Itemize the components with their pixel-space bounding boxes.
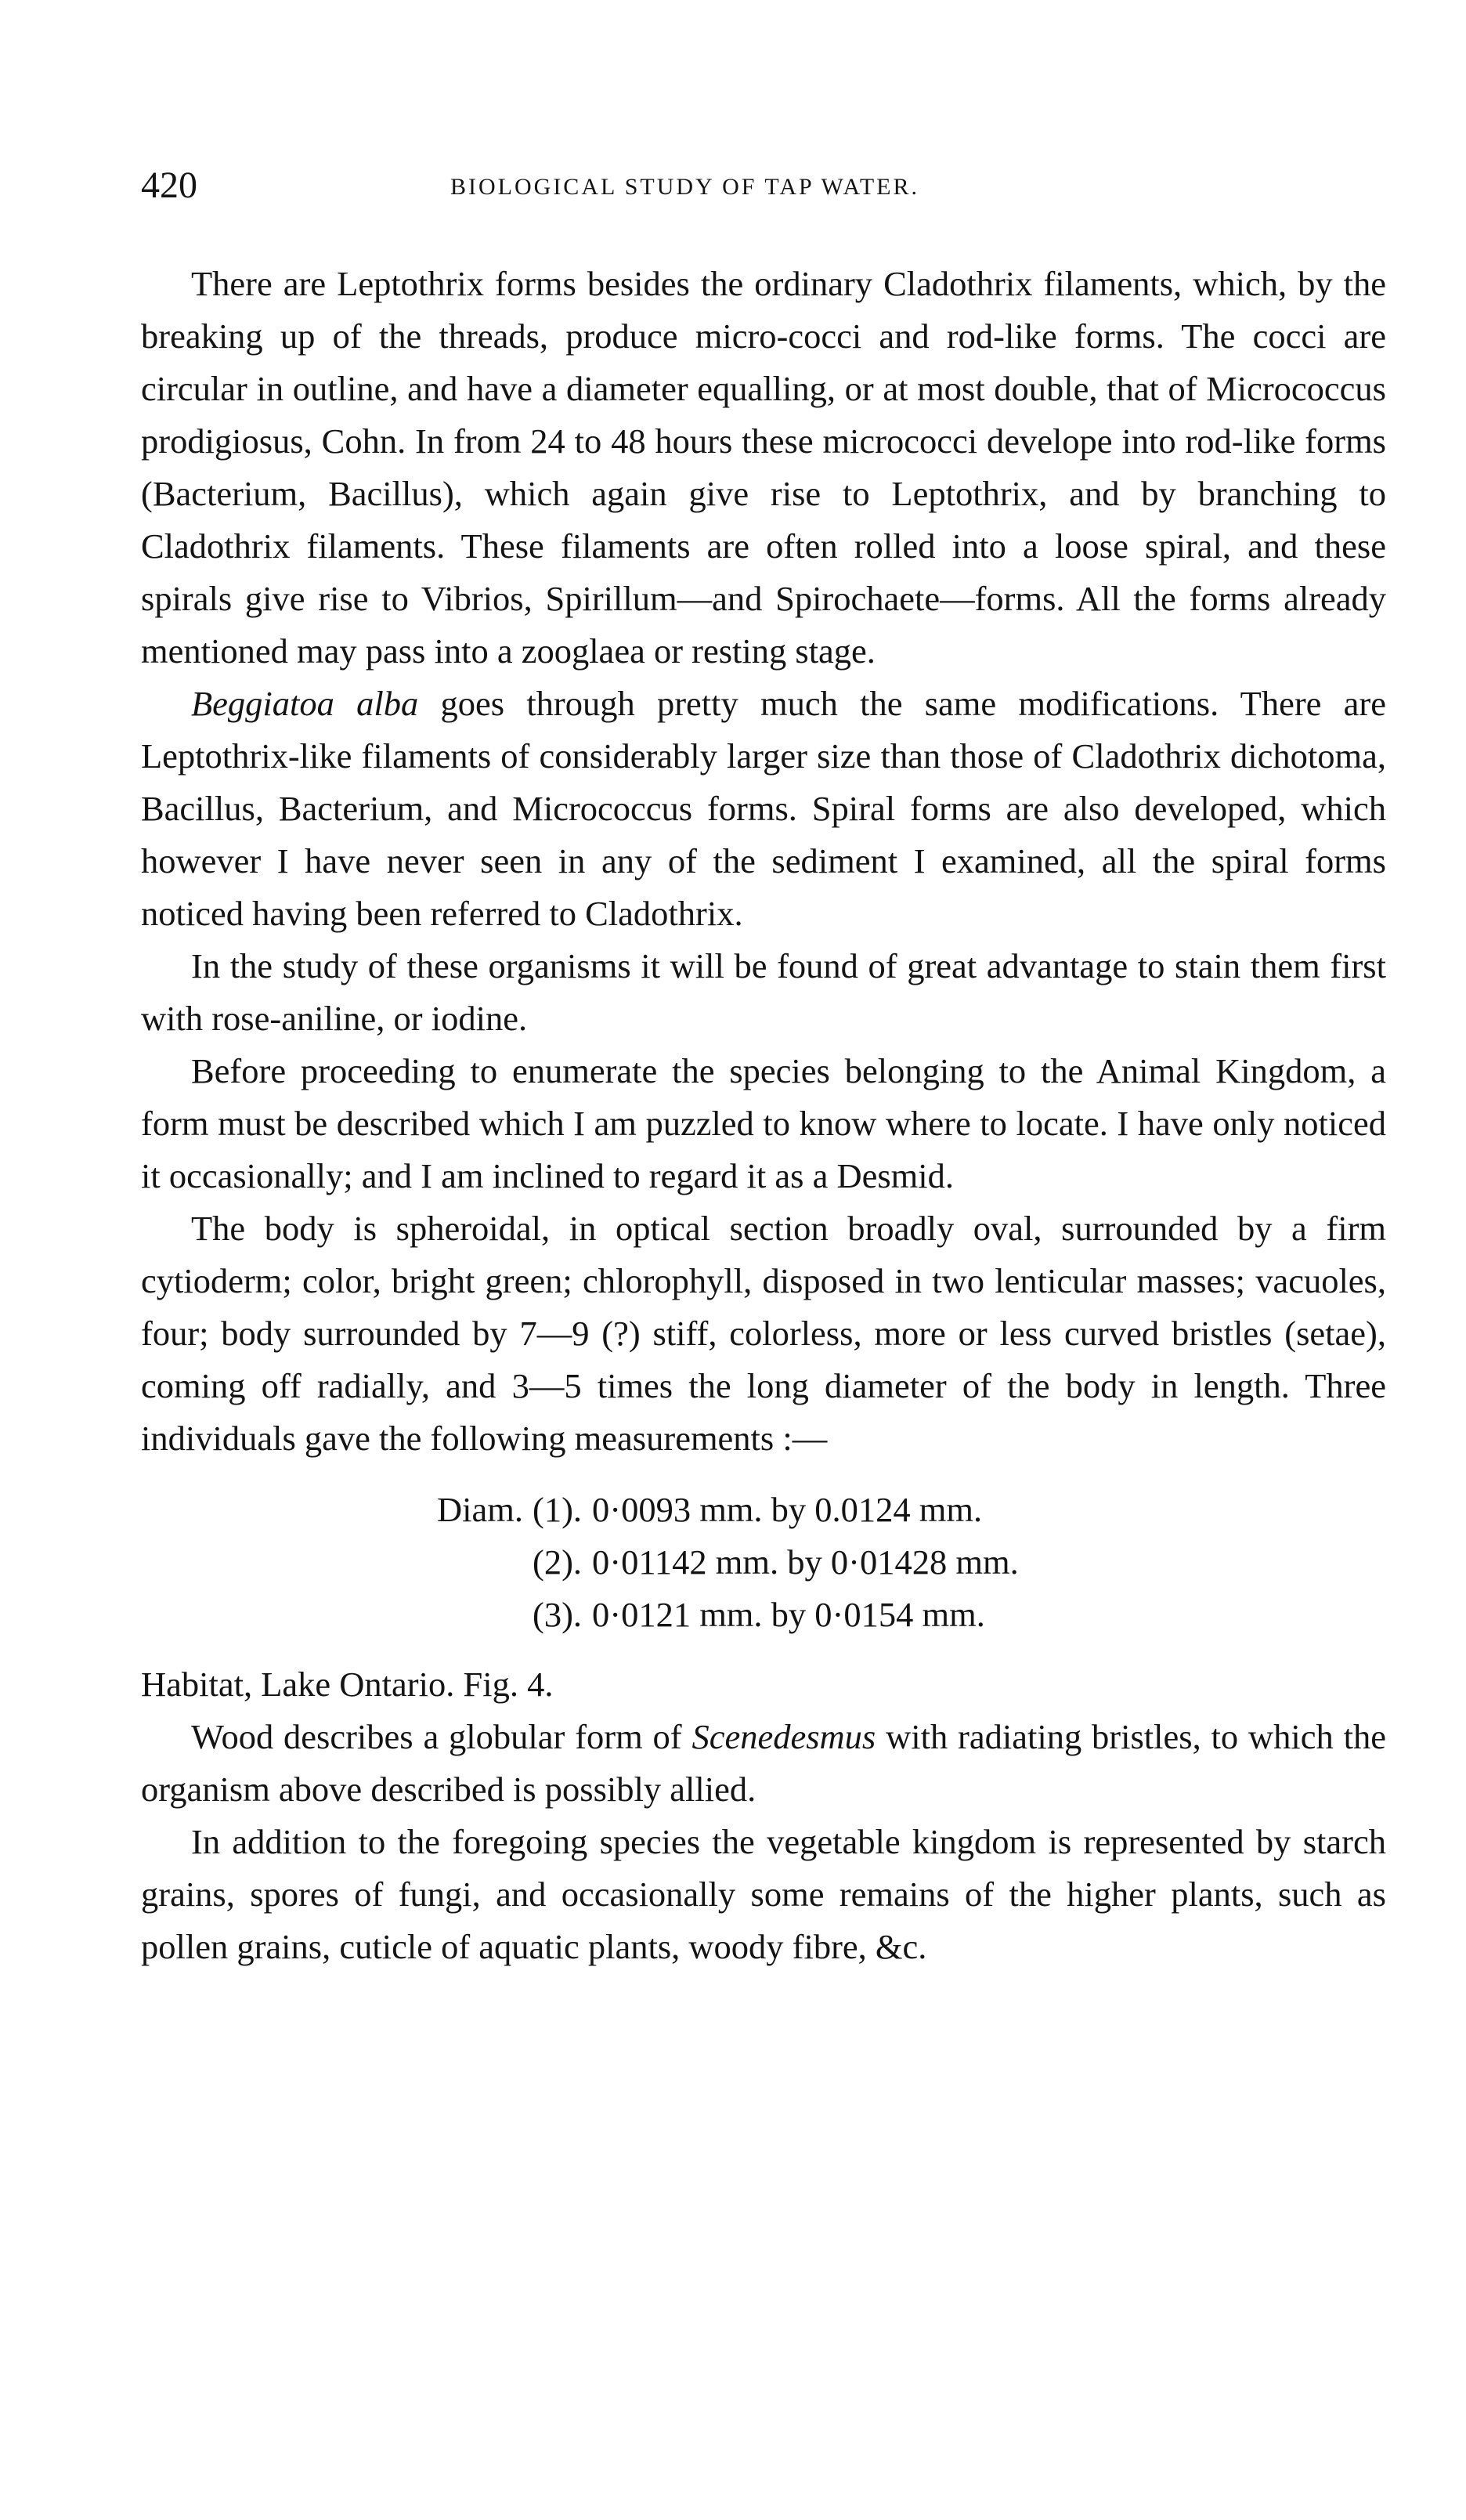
measurement-label: Diam. — [437, 1490, 523, 1529]
paragraph-scenedesmus — [141, 1711, 1386, 1816]
measurement-label-spacer — [141, 1536, 533, 1589]
measurement-row — [141, 1484, 1386, 1536]
paragraph-leptothrix: There are Leptothrix forms besides the ordinary Cladothrix filaments, which, by the breaking up of the threads, produce micro-cocci and rod-like forms. The cocci are circular in outline, and have a diameter equalling, or at most double, that of Micrococcus prodigiosus, Cohn. In from 24 to 48 hours these micrococci develope into rod-like forms (Bacterium, Bacillus), which again give rise to Leptothrix, and by branching to Cladothrix filaments. These filaments are often rolled into a loose spiral, and these spirals give rise to Vibrios, Spirillum—and Spirochaete—forms. All the forms already mentioned may pass into a zooglaea or resting stage. — [141, 264, 1386, 671]
species-name-scenedesmus: Scenedesmus — [691, 1717, 876, 1756]
book-page — [141, 161, 1386, 1973]
paragraph-beggiatoa-text: goes through pretty much the same modifications. There are Leptothrix-like filaments of considerably larger size than those of Cladothrix dichotoma, Bacillus, Bacterium, and Micrococcus forms. Spiral forms are also developed, which however I have never seen in any of the sediment I examined, all the spiral forms noticed having been referred to Cladothrix. — [141, 684, 1386, 933]
paragraph-beggiatoa — [141, 678, 1386, 940]
habitat-line: Habitat, Lake Ontario. Fig. 4. — [141, 1665, 554, 1704]
measurement-row — [141, 1589, 1386, 1641]
paragraph-vegetable-kingdom: In addition to the foregoing species the vegetable kingdom is represented by starch grains, spores of fungi, and occasionally some remains of the higher plants, such as pollen grains, cuticle of aquatic plants, woody fibre, &c. — [141, 1822, 1386, 1966]
paragraph-body-description: The body is spheroidal, in optical section broadly oval, surrounded by a firm cytioderm; color, bright green; chlorophyll, disposed in two lenticular masses; vacuoles, four; body surrounded by 7—9 (?) stiff, colorless, more or less curved bristles (setae), coming off radially, and 3—5 times the long diameter of the body in length. Three individuals gave the following measurements :— — [141, 1209, 1386, 1458]
measurement-row — [141, 1536, 1386, 1589]
species-name-beggiatoa: Beggiatoa alba — [191, 684, 419, 723]
measurement-value: 0·01142 mm. by 0·01428 mm. — [592, 1542, 1019, 1582]
paragraph-scenedesmus-before: Wood describes a globular form of — [191, 1717, 692, 1756]
measurement-number: (3). — [533, 1595, 583, 1634]
paragraph-staining: In the study of these organisms it will be found of great advantage to stain them first with rose-aniline, or iodine. — [141, 946, 1386, 1038]
measurement-number: (2). — [533, 1542, 583, 1582]
page-header — [141, 161, 1386, 215]
page-number: 420 — [141, 165, 197, 206]
measurement-label-spacer — [141, 1589, 533, 1641]
measurements-table — [141, 1484, 1386, 1641]
paragraph-scenedesmus-after: with radiating bristles, to which the organism above described is possibly allied. — [141, 1717, 1386, 1809]
measurement-number: (1). — [533, 1490, 583, 1529]
measurement-value: 0·0121 mm. by 0·0154 mm. — [592, 1595, 985, 1634]
running-head: BIOLOGICAL STUDY OF TAP WATER. — [450, 174, 920, 200]
measurement-value: 0·0093 mm. by 0.0124 mm. — [592, 1490, 983, 1529]
paragraph-desmid-intro: Before proceeding to enumerate the species belonging to the Animal Kingdom, a form must be described which I am puzzled to know where to locate. I have only noticed it occasionally; and I am inclined to regard it as a Desmid. — [141, 1051, 1386, 1195]
